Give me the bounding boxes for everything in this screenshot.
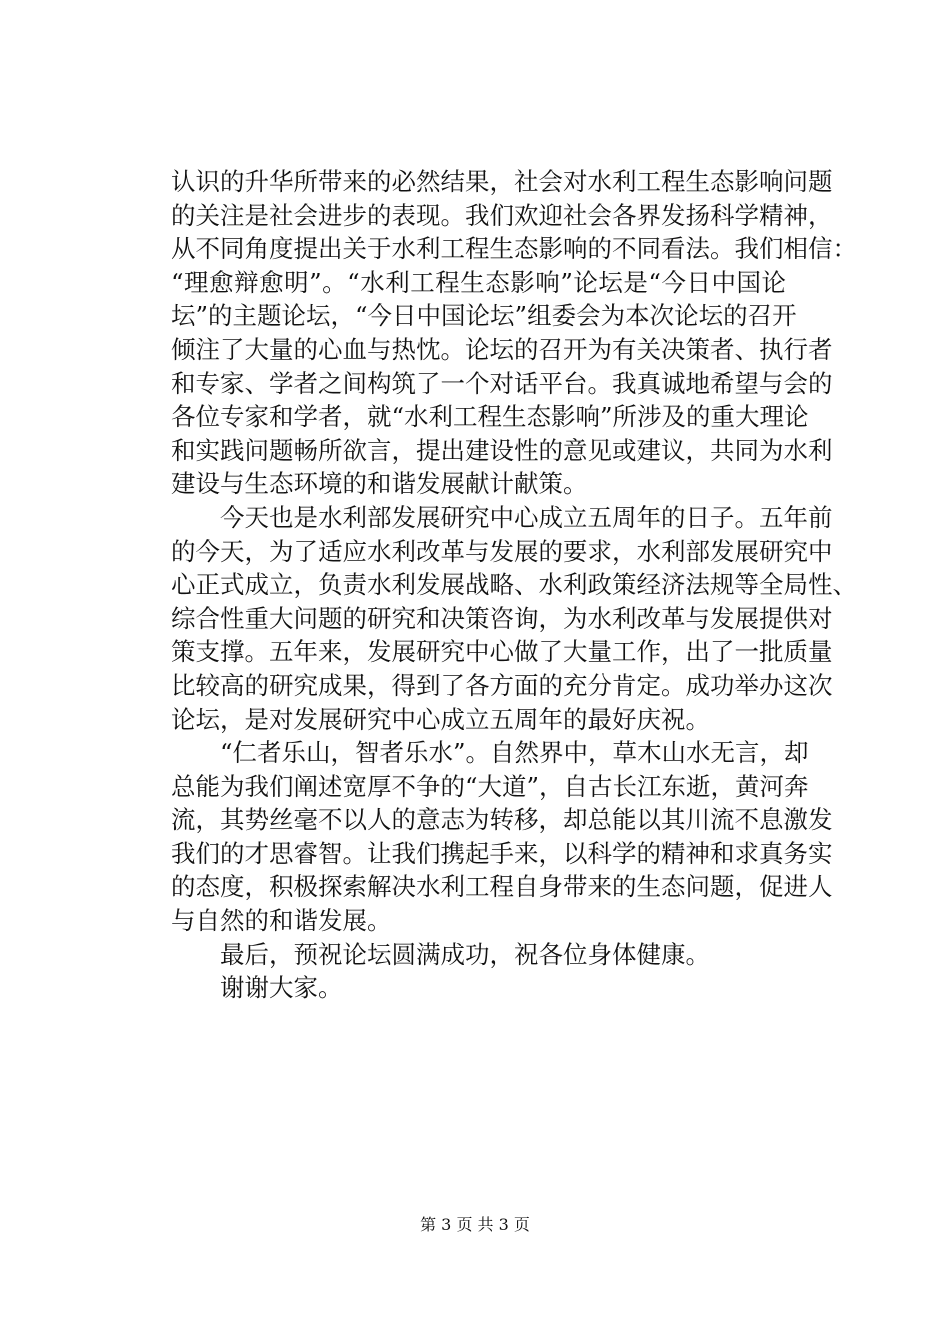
text-line: 认识的升华所带来的必然结果，社会对水利工程生态影响问题 (171, 167, 833, 196)
text-line: 综合性重大问题的研究和决策咨询，为水利改革与发展提供对 (171, 603, 833, 633)
text-line: 论坛，是对发展研究中心成立五周年的最好庆祝。 (171, 704, 710, 734)
document-body (171, 165, 857, 1005)
text-line: 谢谢大家。 (171, 973, 343, 1003)
text-line: 心正式成立，负责水利发展战略、水利政策经济法规等全局性、 (171, 570, 857, 600)
text-line: 比较高的研究成果，得到了各方面的充分肯定。成功举办这次 (171, 670, 833, 700)
text-line: 坛”的主题论坛，“今日中国论坛”组委会为本次论坛的召开 (171, 301, 797, 331)
text-line: 和实践问题畅所欲言，提出建设性的意见或建议，共同为水利 (171, 435, 833, 465)
text-line: 和专家、学者之间构筑了一个对话平台。我真诚地希望与会的 (171, 368, 833, 398)
text-line: 的关注是社会进步的表现。我们欢迎社会各界发扬科学精神， (171, 200, 833, 230)
text-line: “理愈辩愈明”。“水利工程生态影响”论坛是“今日中国论 (171, 267, 786, 297)
text-line: 的今天，为了适应水利改革与发展的要求，水利部发展研究中 (171, 536, 833, 566)
text-line: 的态度，积极探索解决水利工程自身带来的生态问题，促进人 (171, 872, 833, 902)
text-line: “仁者乐山，智者乐水”。自然界中，草木山水无言，却 (171, 738, 809, 768)
page-footer: 第 3 页 共 3 页 (420, 1215, 530, 1234)
text-line: 今天也是水利部发展研究中心成立五周年的日子。五年前 (171, 502, 833, 532)
text-line: 策支撑。五年来，发展研究中心做了大量工作，出了一批质量 (171, 637, 833, 667)
text-line: 我们的才思睿智。让我们携起手来，以科学的精神和求真务实 (171, 838, 833, 868)
text-line: 建设与生态环境的和谐发展献计献策。 (171, 469, 588, 499)
text-line: 流，其势丝毫不以人的意志为转移，却总能以其川流不息激发 (171, 805, 833, 835)
text-line: 与自然的和谐发展。 (171, 906, 392, 936)
text-line: 总能为我们阐述宽厚不争的“大道”，自古长江东逝，黄河奔 (171, 771, 809, 801)
text-line: 从不同角度提出关于水利工程生态影响的不同看法。我们相信： (171, 234, 857, 264)
text-line: 倾注了大量的心血与热忱。论坛的召开为有关决策者、执行者 (171, 334, 833, 364)
text-line: 各位专家和学者，就“水利工程生态影响”所涉及的重大理论 (171, 402, 809, 432)
text-line: 最后，预祝论坛圆满成功，祝各位身体健康。 (171, 939, 710, 969)
